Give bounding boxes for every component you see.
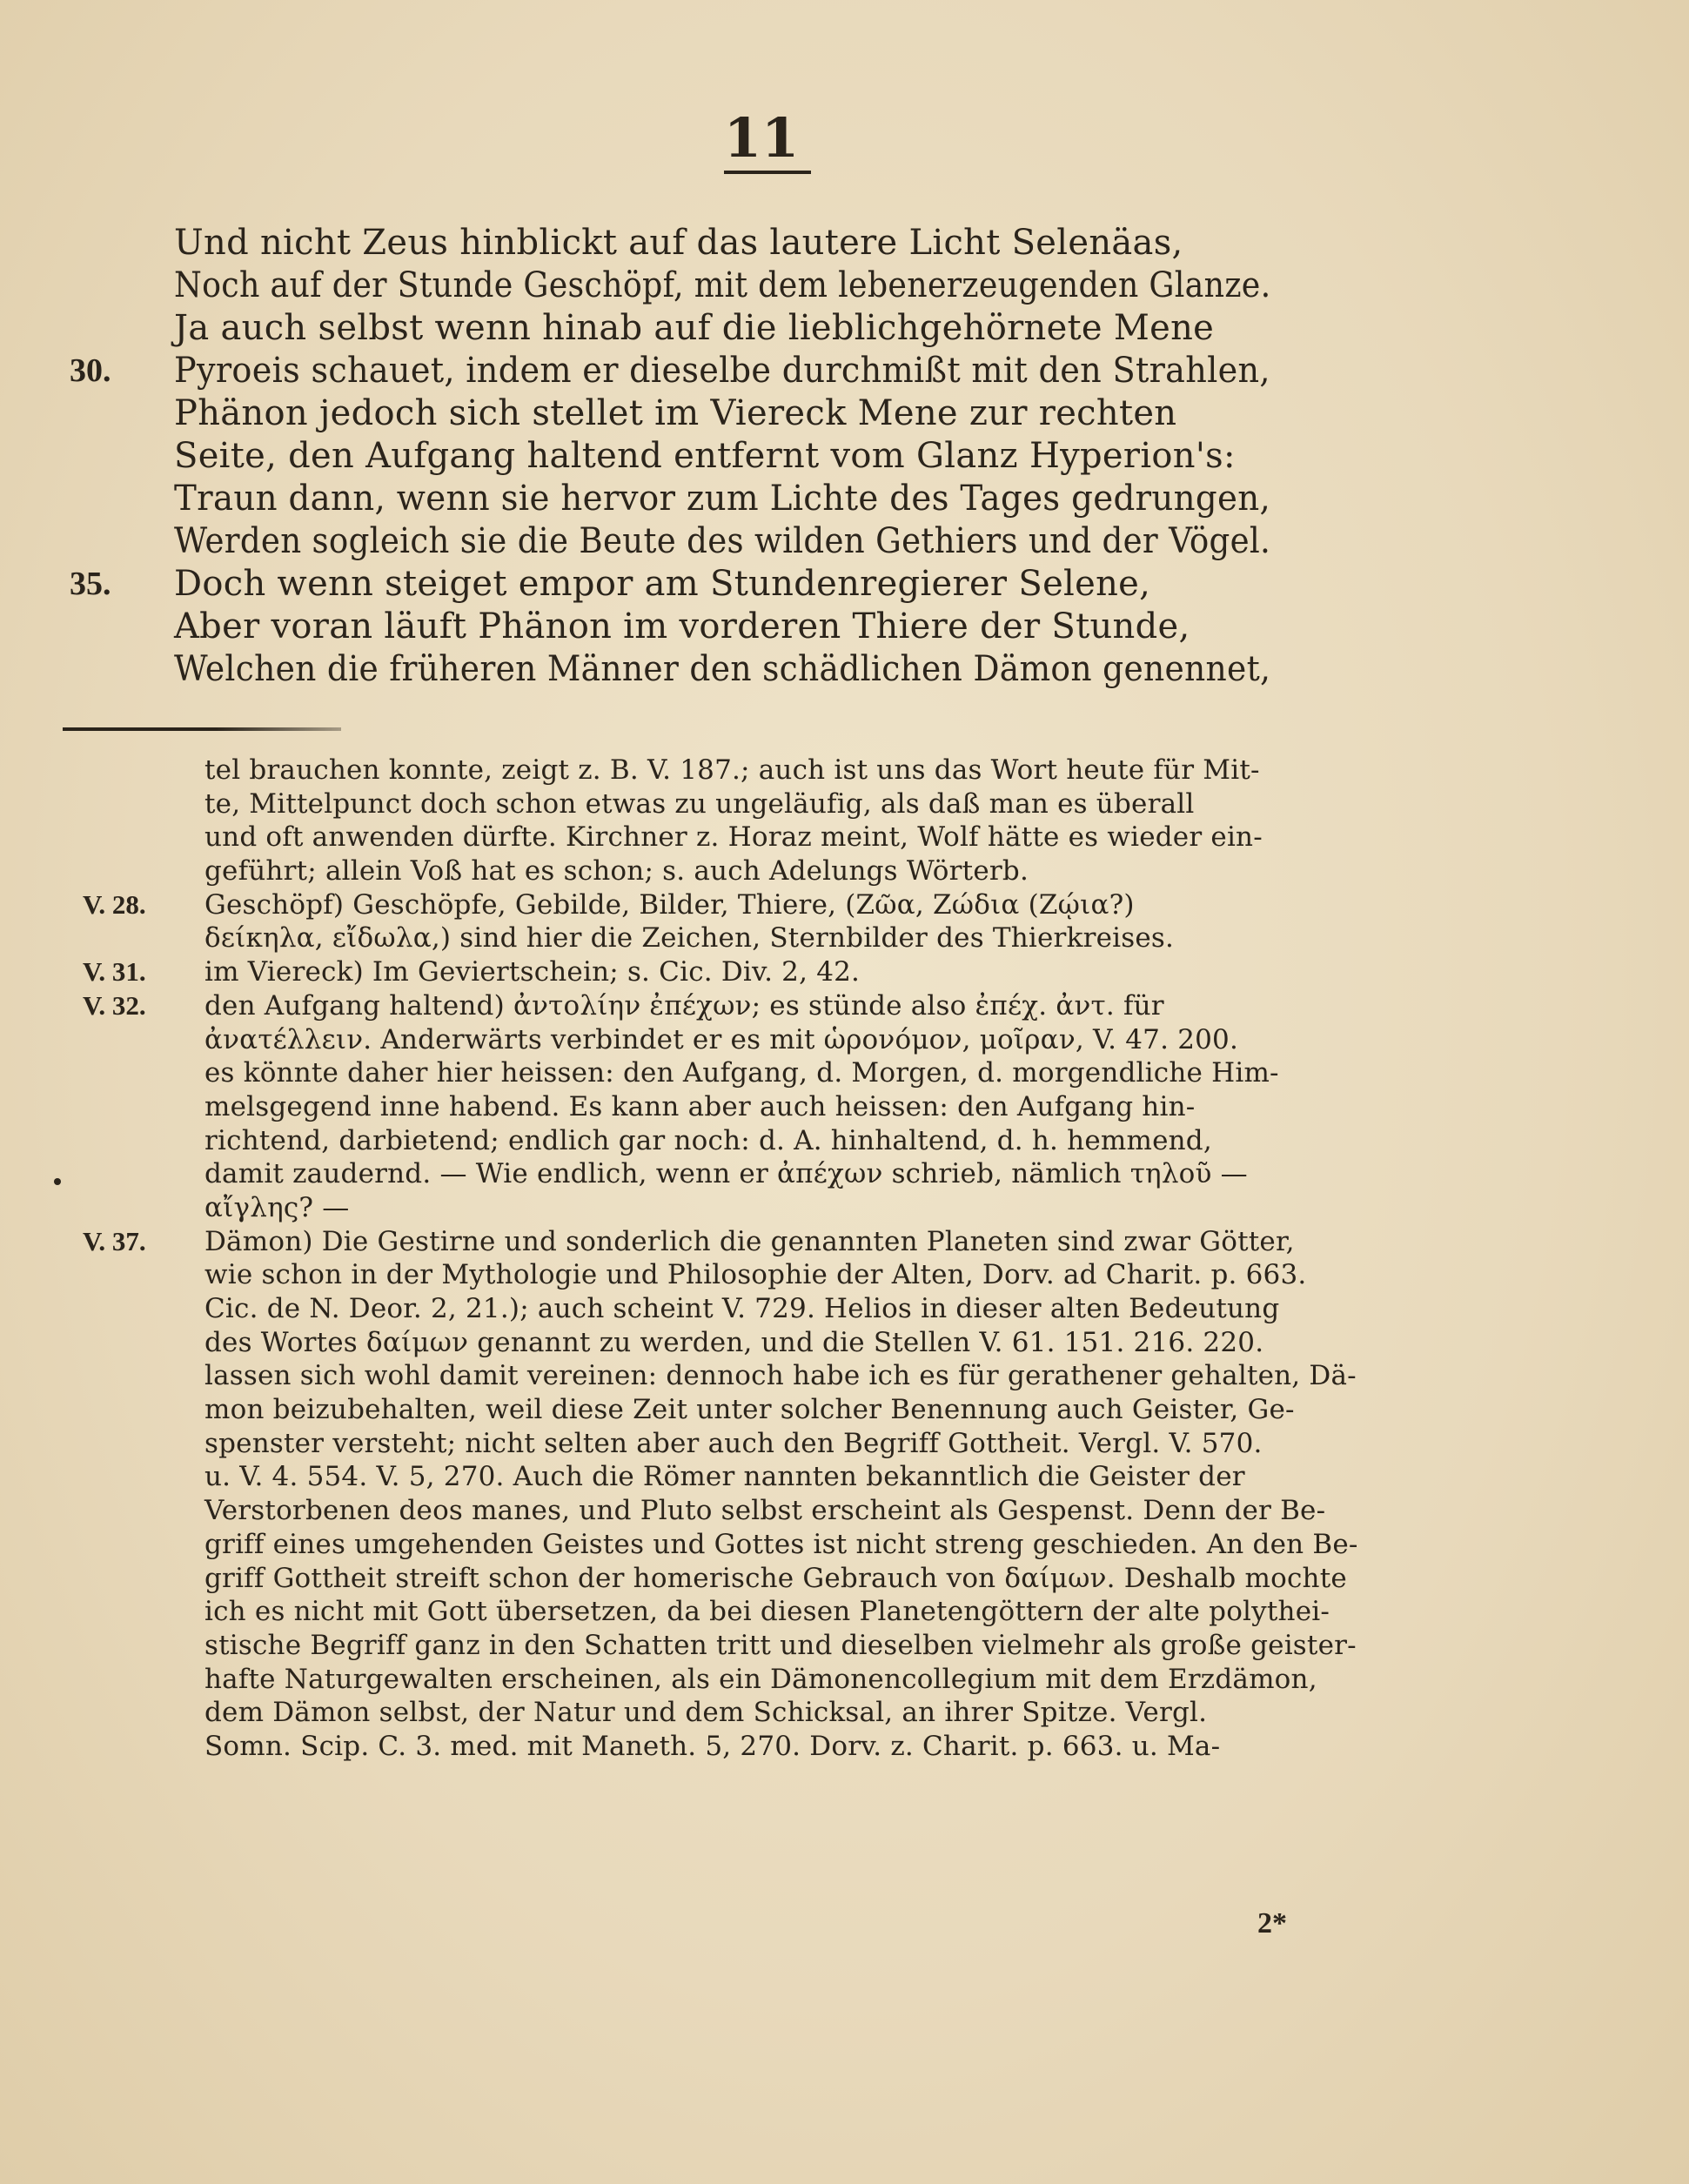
verse-line [70,606,1288,648]
note-text: melsgegend inne habend. Es kann aber auch heissen: den Aufgang hin- [204,1090,1196,1122]
note-line [83,1056,1492,1090]
note-text: δείκηλα, εἴδωλα,) sind hier die Zeichen, Sternbilder des Thierkreises. [204,922,1175,955]
note-text: und oft anwenden dürfte. Kirchner z. Horaz meint, Wolf hätte es wieder ein- [204,821,1263,854]
note-line [83,1595,1492,1629]
note-line [83,1696,1492,1730]
footnote-separator [63,727,341,731]
margin-ink-dot [54,1178,61,1185]
note-line [83,1427,1492,1461]
note-text: griff eines umgehenden Geistes und Gottes ist nicht streng geschieden. An den Be- [204,1528,1358,1560]
note-line [83,1730,1492,1764]
note-line [83,1157,1492,1191]
note-line [83,1528,1492,1562]
verse-line [70,265,1288,307]
note-text: es könnte daher hier heissen: den Aufgang, d. Morgen, d. morgendliche Him- [204,1057,1279,1089]
note-line [83,1562,1492,1596]
verse-number: 30. [70,352,111,389]
verse-text: Traun dann, wenn sie hervor zum Lichte des Tages gedrungen, [174,479,1271,519]
note-text: mon beizubehalten, weil diese Zeit unter solcher Benennung auch Geister, Ge- [204,1394,1295,1426]
note-line [83,1326,1492,1360]
note-verse-ref: V. 28. [83,888,146,920]
page-number: 11 [723,106,800,170]
verse-text: Und nicht Zeus hinblickt auf das lautere Licht Selenäas, [174,223,1183,263]
note-text: richtend, darbietend; endlich gar noch: d. A. hinhaltend, d. h. hemmend, [204,1124,1212,1156]
note-text: wie schon in der Mythologie und Philosophie der Alten, Dorv. ad Charit. p. 663. [204,1259,1307,1291]
note-line [83,1460,1492,1494]
note-line [83,989,1492,1023]
note-line [83,1225,1492,1259]
note-line [83,1023,1492,1057]
verse-text: Werden sogleich sie die Beute des wilden Gethiers und der Vögel. [174,521,1271,561]
note-verse-ref: V. 32. [83,989,146,1021]
note-text: geführt; allein Voß hat es schon; s. auch Adelungs Wörterb. [204,855,1029,888]
note-line [83,1629,1492,1663]
verse-text: Aber voran läuft Phänon im vorderen Thiere der Stunde, [174,606,1190,646]
verse-text: Welchen die früheren Männer den schädlichen Dämon genennet, [174,649,1271,689]
note-line [83,1494,1492,1528]
note-text: den Aufgang haltend) ἀντολίην ἐπέχων; es stünde also ἐπέχ. ἀντ. für [204,989,1164,1022]
note-line [83,1393,1492,1427]
verse-text: Ja auch selbst wenn hinab auf die lieblichgehörnete Mene [174,308,1215,348]
verse-number: 35. [70,566,111,602]
page-number-rule [724,171,811,174]
note-text: lassen sich wohl damit vereinen: dennoch habe ich es für gerathener gehalten, Dä- [204,1360,1357,1392]
verse-line [70,350,1288,392]
note-line [83,921,1492,955]
note-line [83,1359,1492,1393]
verse-text: Phänon jedoch sich stellet im Viereck Mene zur rechten [174,393,1177,433]
note-text: tel brauchen konnte, zeigt z. B. V. 187.; auch ist uns das Wort heute für Mit- [204,754,1260,786]
note-text: im Viereck) Im Geviertschein; s. Cic. Div. 2, 42. [204,956,861,988]
note-text: ich es nicht mit Gott übersetzen, da bei diesen Planetengöttern der alte polythei- [204,1596,1330,1628]
note-line [83,955,1492,989]
note-line [83,787,1492,821]
note-text: te, Mittelpunct doch schon etwas zu ungeläufig, als daß man es überall [204,787,1195,820]
note-line [83,1124,1492,1158]
verse-text: Pyroeis schauet, indem er dieselbe durchmißt mit den Strahlen, [174,351,1270,391]
note-text: Verstorbenen deos manes, und Pluto selbst erscheint als Gespenst. Denn der Be- [204,1495,1326,1527]
note-text: Somn. Scip. C. 3. med. mit Maneth. 5, 270. Dorv. z. Charit. p. 663. u. Ma- [204,1730,1221,1762]
note-text: griff Gottheit streift schon der homerische Gebrauch von δαίμων. Deshalb mochte [204,1562,1347,1594]
note-line [83,854,1492,888]
verse-text: Seite, den Aufgang haltend entfernt vom Glanz Hyperion's: [174,436,1236,476]
note-line [83,1258,1492,1292]
verse-line [70,435,1288,478]
note-verse-ref: V. 37. [83,1225,146,1256]
note-line [83,888,1492,922]
note-text: Dämon) Die Gestirne und sonderlich die genannten Planeten sind zwar Götter, [204,1225,1295,1257]
note-text: stische Begriff ganz in den Schatten tritt und dieselben vielmehr als große geister- [204,1629,1357,1661]
note-line [83,1090,1492,1124]
verse-line [70,648,1288,691]
verse-line [70,563,1288,606]
note-text: hafte Naturgewalten erscheinen, als ein Dämonencollegium mit dem Erzdämon, [204,1663,1317,1695]
note-line [83,754,1492,787]
verse-line [70,520,1288,563]
verse-line [70,307,1288,350]
note-text: Geschöpf) Geschöpfe, Gebilde, Bilder, Thiere, (Ζῶα, Ζώδια (Ζῴια?) [204,888,1135,921]
note-text: des Wortes δαίμων genannt zu werden, und die Stellen V. 61. 151. 216. 220. [204,1326,1264,1358]
note-text: u. V. 4. 554. V. 5, 270. Auch die Römer nannten bekanntlich die Geister der [204,1461,1245,1493]
note-line [83,821,1492,854]
note-text: αἴγλης? — [204,1191,350,1223]
note-text: damit zaudernd. — Wie endlich, wenn er ἀπέχων schrieb, nämlich τηλοῦ — [204,1158,1248,1190]
verse-text: Doch wenn steiget empor am Stundenregierer Selene, [174,564,1151,604]
verse-block [70,222,1288,691]
verse-line [70,478,1288,520]
note-text: Cic. de N. Deor. 2, 21.); auch scheint V. 729. Helios in dieser alten Bedeutung [204,1293,1280,1324]
verse-line [70,392,1288,435]
verse-line [70,222,1288,265]
note-line [83,1191,1492,1225]
note-text: spenster versteht; nicht selten aber auch den Begriff Gottheit. Vergl. V. 570. [204,1427,1263,1459]
verse-text: Noch auf der Stunde Geschöpf, mit dem lebenerzeugenden Glanze. [174,265,1271,305]
commentary-notes [83,754,1492,1764]
note-text: dem Dämon selbst, der Natur und dem Schicksal, an ihrer Spitze. Vergl. [204,1697,1208,1729]
note-line [83,1292,1492,1326]
note-text: ἀνατέλλειν. Anderwärts verbindet er es mit ὡρονόμον, μοῖραν, V. 47. 200. [204,1023,1239,1055]
note-verse-ref: V. 31. [83,956,146,988]
note-line [83,1663,1492,1697]
signature-mark: 2* [1257,1907,1287,1939]
